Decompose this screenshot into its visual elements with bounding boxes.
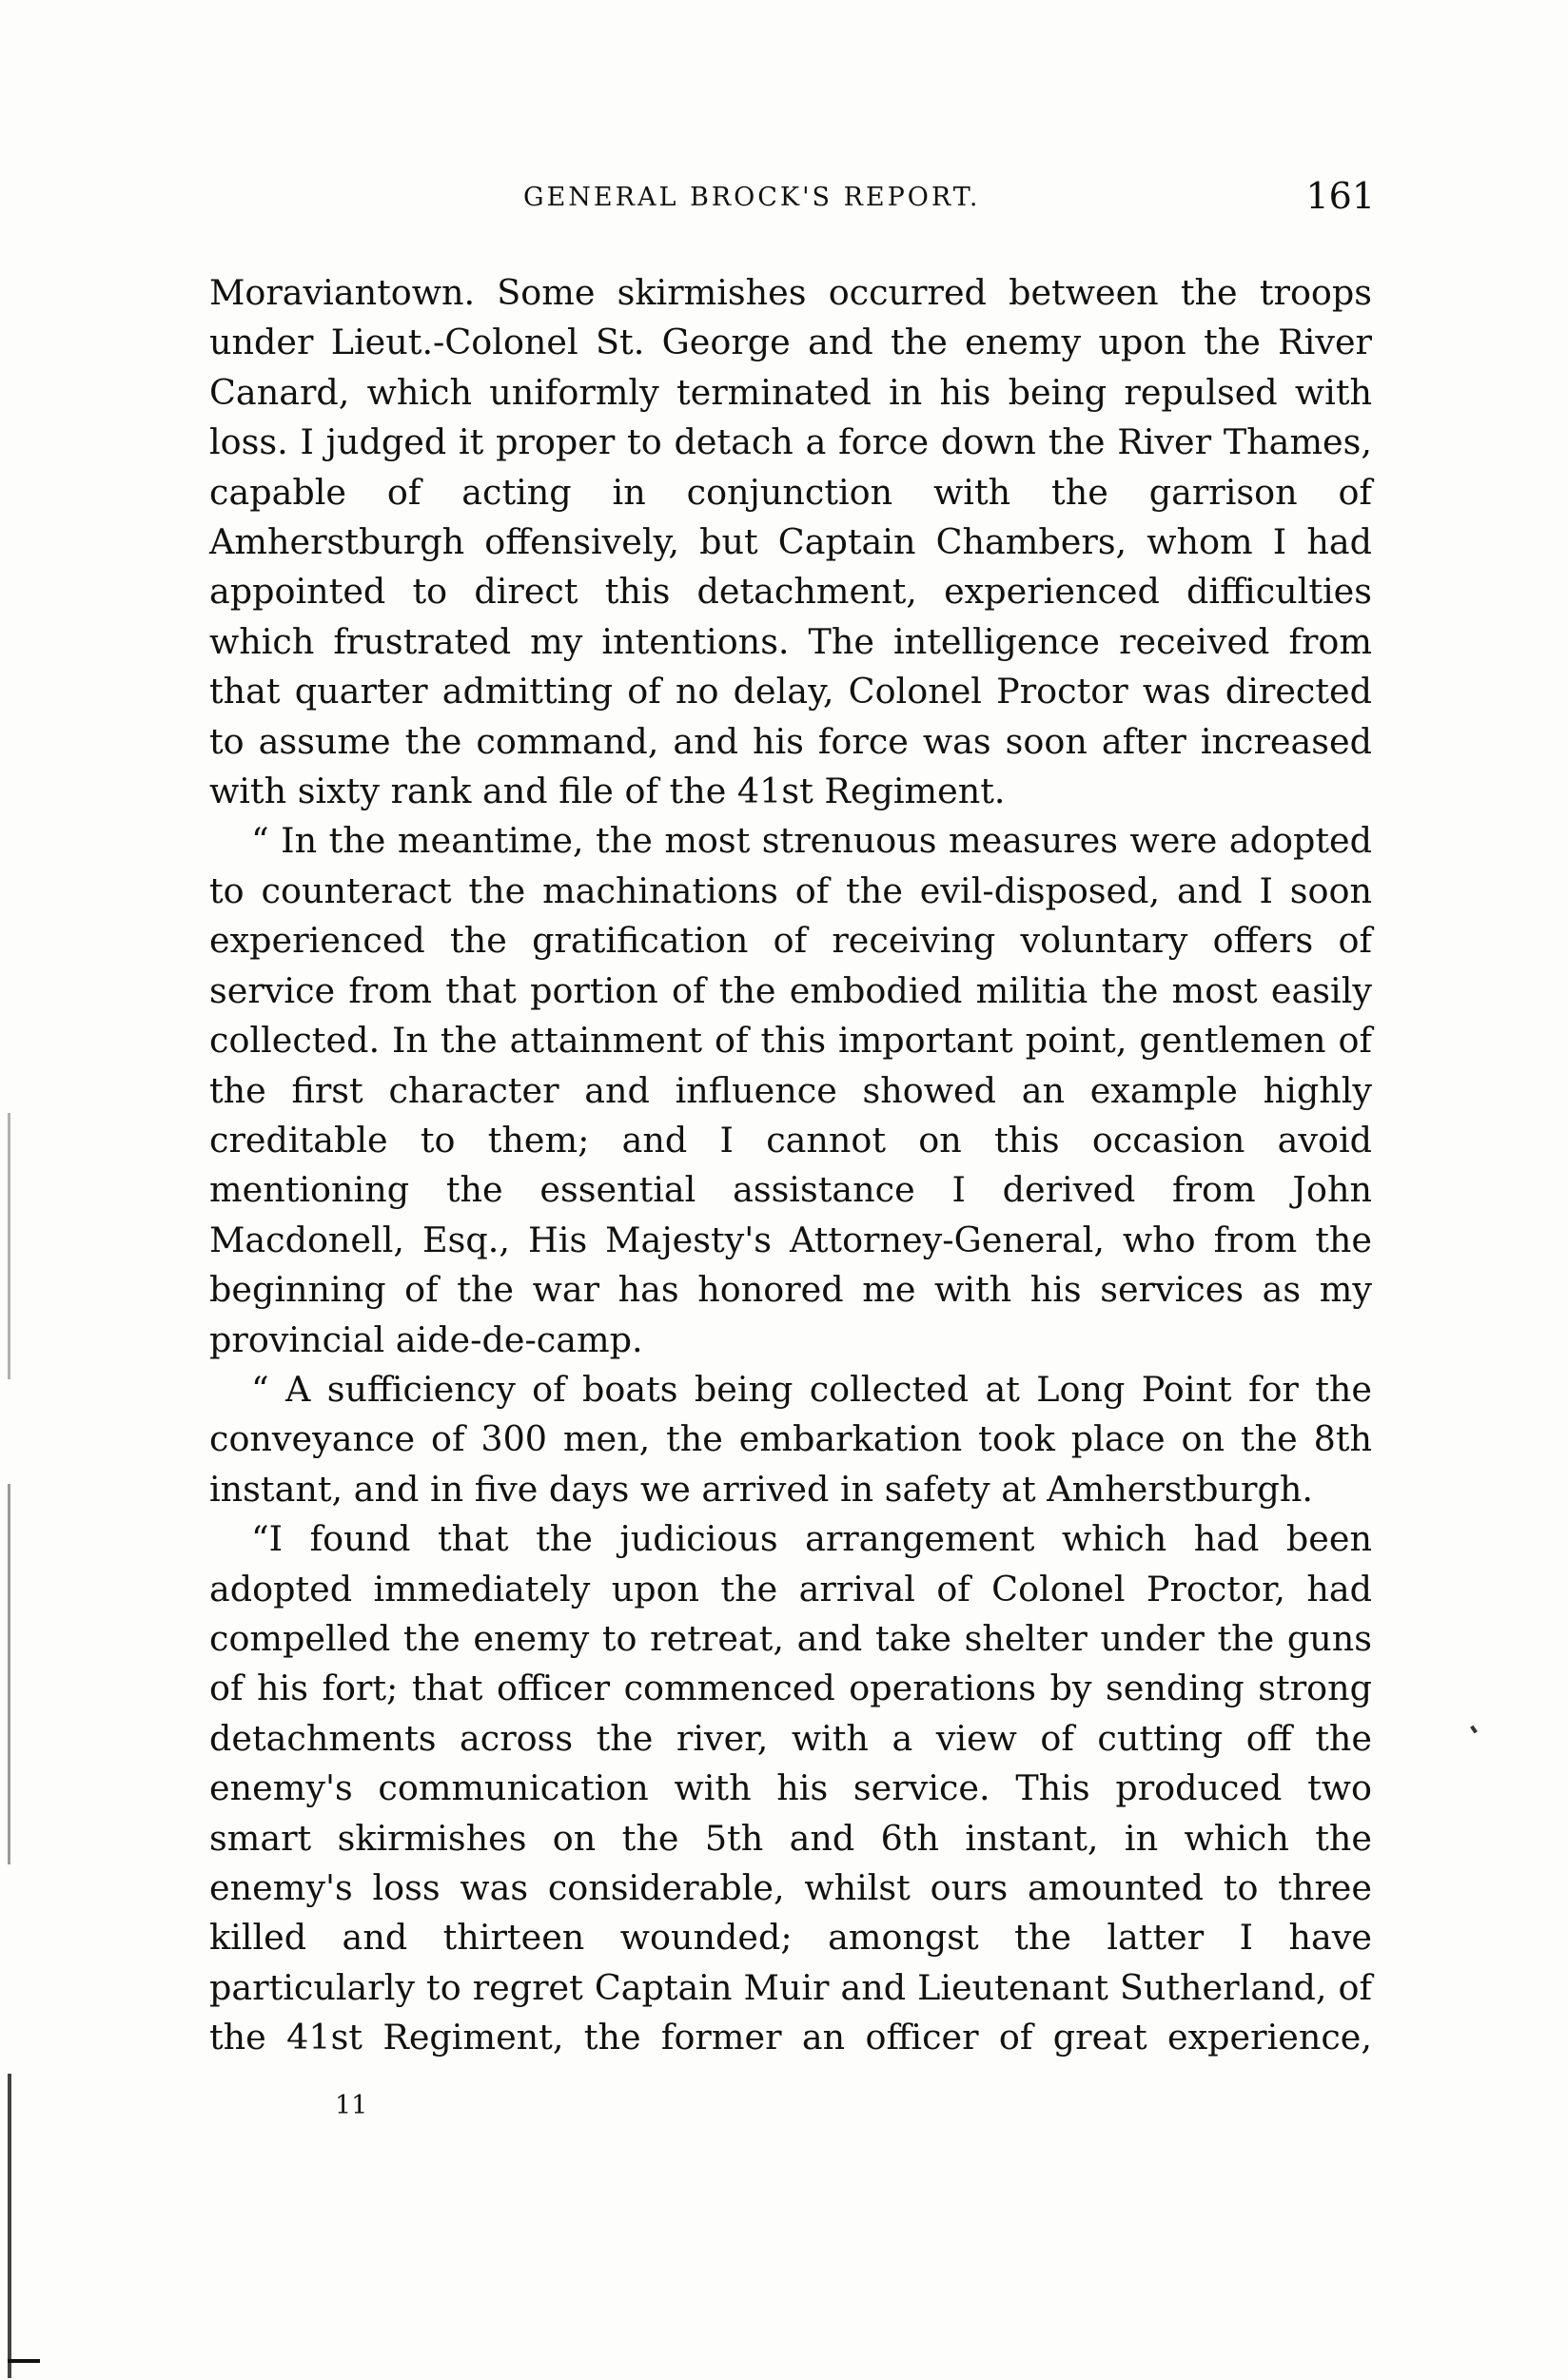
ink-speck — [1470, 1726, 1478, 1734]
page-number: 161 — [1305, 175, 1375, 217]
running-title: GENERAL BROCK'S REPORT. — [523, 183, 981, 212]
page-header — [209, 175, 1375, 224]
paragraph-4: “I found that the judicious arrangement which had been adopted immediately upon the arrival of Colonel Proctor, had compelled the enemy to retreat, and take shelter under the guns of his fort; that officer commenced operations by sending strong detachments across the river, with a view of cutting off the enemy's communication with his service. This produced two smart skirmishes on the 5th and 6th instant, in which the enemy's loss was considerable, whilst ours amounted to three killed and thirteen wounded; amongst the latter I have particularly to regret Captain Muir and Lieutenant Sutherland, of the 41st Regiment, the former an officer of great experience, — [209, 1518, 1372, 2058]
printer-signature-mark: 11 — [335, 2091, 368, 2120]
page-edge-shadow — [8, 1113, 10, 1379]
page-edge-binding — [8, 2074, 11, 2378]
body-text — [209, 268, 1372, 2063]
paragraph-2: “ In the meantime, the most strenuous measures were adopted to counteract the machinations of the evil-disposed, and I soon experienced the gratification of receiving voluntary offers of service from that portion of the embodied militia the most easily collected. In the attainment of this important point, gentlemen of the first character and influence showed an example highly creditable to them; and I cannot on this occasion avoid mentioning the essential assistance I derived from John Macdonell, Esq., His Majesty's Attorney-General, who from the beginning of the war has honored me with his services as my provincial aide-de-camp. — [209, 820, 1372, 1360]
page-edge-corner — [8, 2359, 40, 2363]
page-edge-shadow — [8, 1484, 10, 1864]
paragraph-1: Moraviantown. Some skirmishes occurred between the troops under Lieut.-Colonel St. George and the enemy upon the River Canard, which uniformly terminated in his being repulsed with loss. I judged it proper to detach a force down the River Thames, capable of acting in conjunction with the garrison of Amherstburgh offensively, but Captain Chambers, whom I had appointed to direct this detachment, experienced difficulties which frustrated my intentions. The intelligence received from that quarter admitting of no delay, Colonel Proctor was directed to assume the command, and his force was soon after increased with sixty rank and file of the 41st Regiment. — [209, 272, 1372, 812]
paragraph-3: “ A sufficiency of boats being collected at Long Point for the conveyance of 300 men, the embarkation took place on the 8th instant, and in five days we arrived in safety at Amherstburgh. — [209, 1368, 1372, 1510]
